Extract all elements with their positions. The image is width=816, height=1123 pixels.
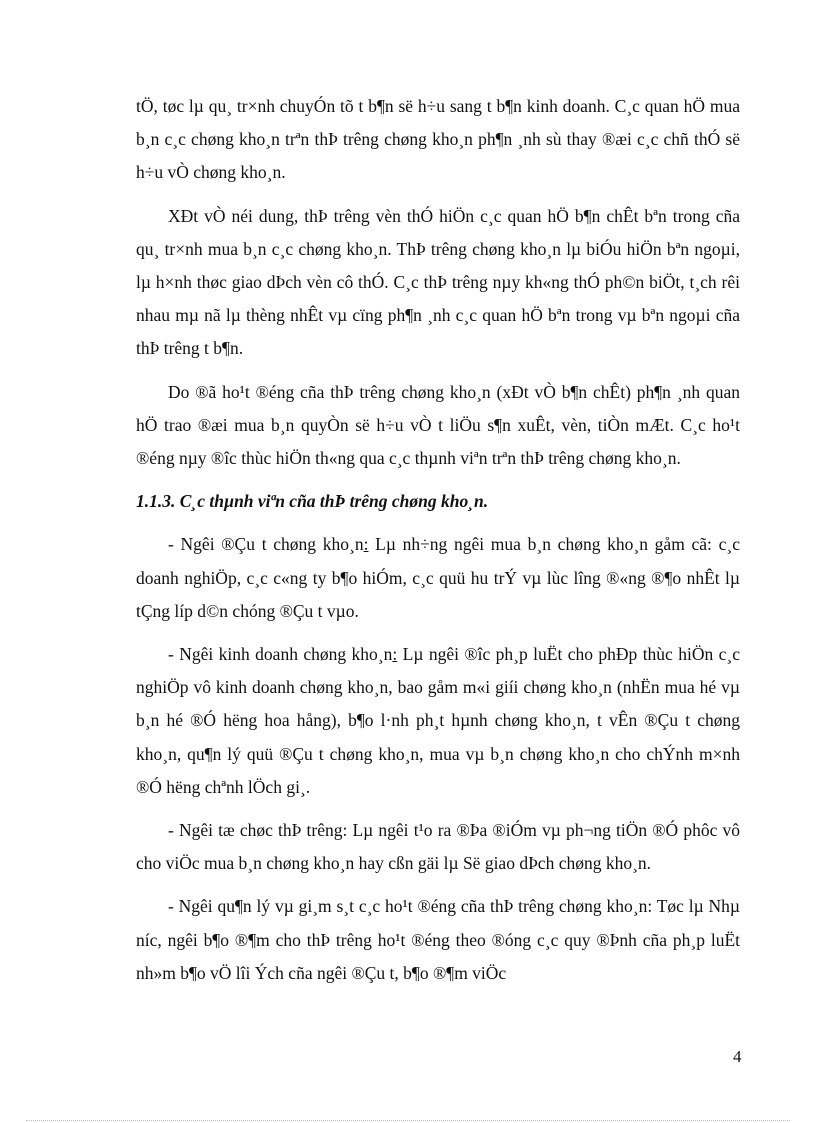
- paragraph-1: tÖ, tøc lµ qu¸ tr×nh chuyÓn tõ t b¶n së h÷u sang t b¶n kinh doanh. C¸c quan hÖ mua b¸n c¸c chøng kho¸n trªn thÞ trêng chøng kho¸n ph¶n ¸nh sù thay ®æi c¸c chñ thÓ së h÷u vÒ chøng kho¸n.: [136, 96, 740, 183]
- list-item-3: - Ngêi tæ chøc thÞ trêng: Lµ ngêi t¹o ra ®Þa ®iÓm vµ ph¬ng tiÖn ®Ó phôc vô cho viÖc mua b¸n chøng kho¸n hay cßn gäi lµ Së giao dÞch chøng kho¸n.: [136, 820, 740, 874]
- footer-divider: [26, 1120, 790, 1121]
- list-item-1-lead: - Ngêi ®Çu t chøng kho¸n: [168, 534, 364, 555]
- list-item-2: [136, 638, 740, 804]
- list-item-1-term: :: [363, 534, 369, 555]
- paragraph-3: Do ®ã ho¹t ®éng cña thÞ trêng chøng kho¸n (xÐt vÒ b¶n chÊt) ph¶n ¸nh quan hÖ trao ®æi mua b¸n quyÒn së h÷u vÒ t liÖu s¶n xuÊt, vèn, tiÒn mÆt. C¸c ho¹t ®éng nµy ®îc thùc hiÖn th«ng qua c¸c thµnh viªn trªn thÞ trêng chøng kho¸n.: [136, 381, 740, 469]
- list-item-2-lead: - Ngêi kinh doanh chøng kho¸n: [168, 644, 393, 665]
- list-item-2-term: :: [392, 644, 398, 665]
- paragraph-2: XÐt vÒ néi dung, thÞ trêng vèn thÓ hiÖn c¸c quan hÖ b¶n chÊt bªn trong cña qu¸ tr×nh mua b¸n c¸c chøng kho¸n. ThÞ trêng chøng kho¸n lµ biÓu hiÖn bªn ngoµi, lµ h×nh thøc giao dÞch vèn cô thÓ. C¸c thÞ trêng nµy kh«ng thÓ ph©n biÖt, t¸ch rêi nhau mµ nã lµ thèng nhÊt vµ cïng ph¶n ¸nh c¸c quan hÖ bªn trong vµ bªn ngoµi cña thÞ trêng t b¶n.: [136, 205, 740, 359]
- page-number: 4: [733, 1047, 742, 1066]
- list-item-2-text: Lµ ngêi ®îc ph¸p luËt cho phÐp thùc hiÖn c¸c nghiÖp vô kinh doanh chøng kho¸n, bao gåm m«i giíi chøng kho¸n (nhËn mua hé vµ b¸n hé ®Ó hëng hoa hång), b¶o l·nh ph¸t hµnh chøng kho¸n, t vÊn ®Çu t chøng kho¸n, qu¶n lý quü ®Çu t chøng kho¸n, mua vµ b¸n chøng kho¸n cho chÝnh m×nh ®Ó hëng chªnh lÖch gi¸.: [136, 644, 741, 797]
- list-item-1: [136, 528, 740, 628]
- list-item-4: - Ngêi qu¶n lý vµ gi¸m s¸t c¸c ho¹t ®éng cña thÞ trêng chøng kho¸n: Tøc lµ Nhµ níc, ngêi b¶o ®¶m cho thÞ trêng ho¹t ®éng theo ®óng c¸c quy ®Þnh cña ph¸p luËt nh»m b¶o vÖ lîi Ých cña ngêi ®Çu t, b¶o ®¶m viÖc: [136, 896, 740, 983]
- page-body: [136, 90, 740, 990]
- list-item-1-text: Lµ nh÷ng ngêi mua b¸n chøng kho¸n gåm cã: c¸c doanh nghiÖp, c¸c c«ng ty b¶o hiÓm, c¸c quü hu trÝ vµ lùc lîng ®«ng ®¶o nhÊt lµ tÇng líp d©n chóng ®Çu t vµo.: [136, 534, 740, 621]
- section-heading: 1.1.3. C¸c thµnh viªn cña thÞ trêng chøng kho¸n.: [136, 491, 489, 512]
